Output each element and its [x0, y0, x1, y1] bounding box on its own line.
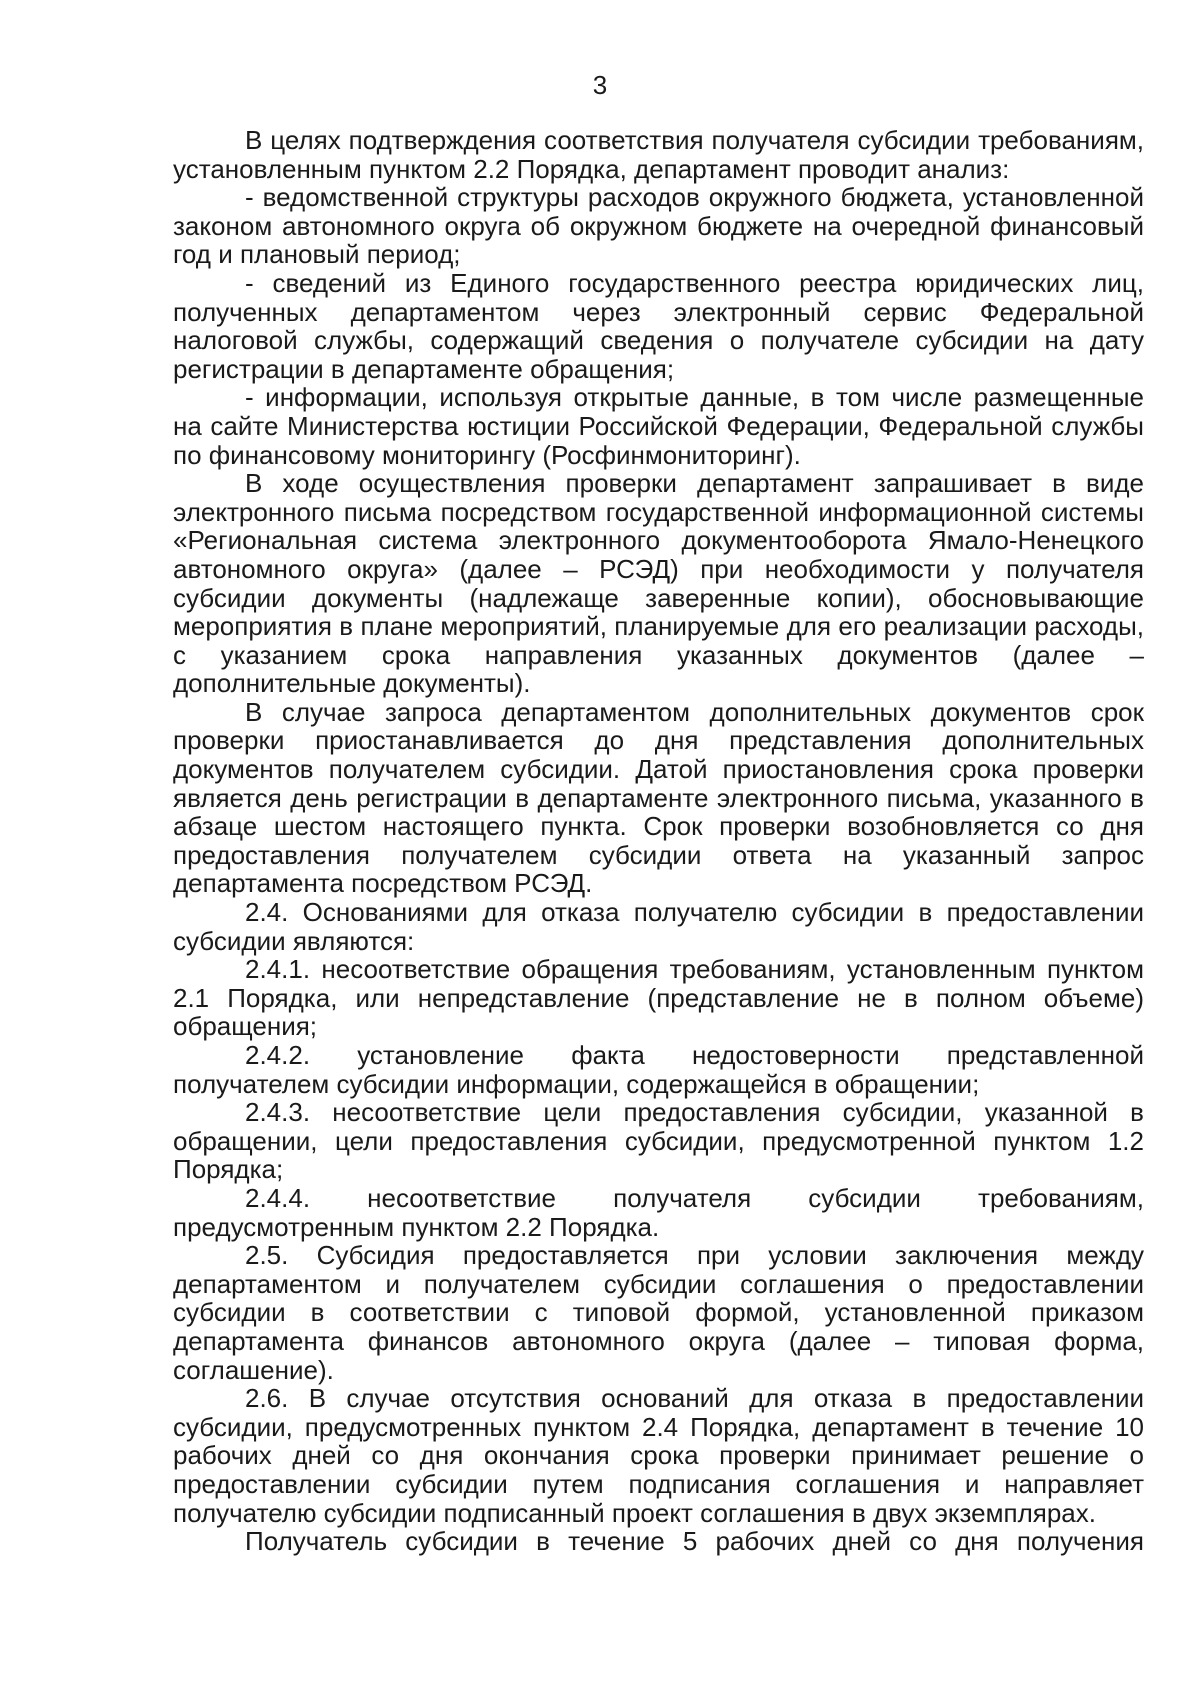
paragraph: 2.4.4. несоответствие получателя субсидии требованиям, предусмотренным пунктом 2.2 Порядка.	[173, 1182, 1144, 1242]
document-body	[173, 126, 1144, 1556]
paragraph: 2.4.1. несоответствие обращения требованиям, установленным пунктом 2.1 Порядка, или непредставление (представление не в полном объеме) обращения;	[173, 954, 1144, 1042]
paragraph: 2.4.2. установление факта недостоверности представленной получателем субсидии информации, содержащейся в обращении;	[173, 1040, 1144, 1099]
paragraph: В ходе осуществления проверки департамент запрашивает в виде электронного письма посредством государственной информационной системы «Региональная система электронного документооборота Ямало-Ненецкого автономного округа» (далее – РСЭД) при необходимости у получателя субсидии документы (надлежаще заверенные копии), обосновывающие мероприятия в плане мероприятий, планируемые для его реализации расходы, с указанием срока направления указанных документов (далее – дополнительные документы).	[173, 468, 1144, 699]
paragraph: 2.4.3. несоответствие цели предоставления субсидии, указанной в обращении, цели предоставления субсидии, предусмотренной пунктом 1.2 Порядка;	[173, 1097, 1144, 1185]
paragraph: - сведений из Единого государственного реестра юридических лиц, полученных департаментом через электронный сервис Федеральной налоговой службы, содержащий сведения о получателе субсидии на дату регистрации в департаменте обращения;	[173, 267, 1144, 384]
paragraph: 2.5. Субсидия предоставляется при условии заключения между департаментом и получателем субсидии соглашения о предоставлении субсидии в соответствии с типовой формой, установленной приказом департамента финансов автономного округа (далее – типовая форма, соглашение).	[173, 1240, 1144, 1385]
paragraph-last-line: Получатель субсидии в течение 5 рабочих дней со дня получения	[245, 1526, 1144, 1557]
page-number: 3	[592, 70, 608, 100]
paragraph: - ведомственной структуры расходов окружного бюджета, установленной законом автономного округа об окружном бюджете на очередной финансовый год и плановый период;	[173, 182, 1144, 270]
paragraph: В целях подтверждения соответствия получателя субсидии требованиям, установленным пунктом 2.2 Порядка, департамент проводит анализ:	[173, 125, 1144, 184]
paragraph: 2.4. Основаниями для отказа получателю субсидии в предоставлении субсидии являются:	[173, 897, 1144, 956]
paragraph: 2.6. В случае отсутствия оснований для отказа в предоставлении субсидии, предусмотренных пунктом 2.4 Порядка, департамент в течение 10 рабочих дней со дня окончания срока проверки принимает решение о предоставлении субсидии путем подписания соглашения и направляет получателю субсидии подписанный проект соглашения в двух экземплярах.	[173, 1383, 1144, 1528]
paragraph: В случае запроса департаментом дополнительных документов срок проверки приостанавливается до дня представления дополнительных документов получателем субсидии. Датой приостановления срока проверки является день регистрации в департаменте электронного письма, указанного в абзаце шестом настоящего пункта. Срок проверки возобновляется со дня предоставления получателем субсидии ответа на указанный запрос департамента посредством РСЭД.	[173, 696, 1144, 899]
paragraph: - информации, используя открытые данные, в том числе размещенные на сайте Министерства юстиции Российской Федерации, Федеральной службы по финансовому мониторингу (Росфинмониторинг).	[173, 382, 1144, 470]
